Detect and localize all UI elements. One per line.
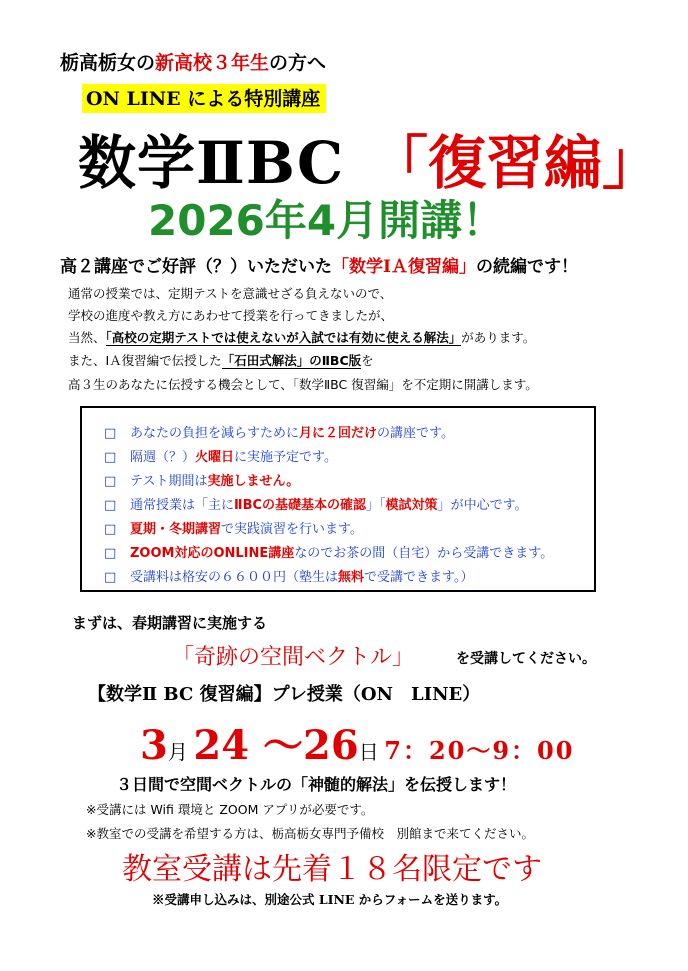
feature-emphasis: 実施しません。 bbox=[207, 474, 300, 489]
schedule-time: 7：20～9：00 bbox=[384, 736, 575, 765]
intro-line-3-prefix: 当然、 bbox=[68, 330, 106, 345]
pre-class-title: 【数学Ⅱ BC 復習編】プレ授業（ON LINE） bbox=[88, 684, 481, 705]
course-subtitle: 「復習編」 bbox=[370, 129, 661, 197]
intro-line-3-emphasis: 「高校の定期テストでは使えないが入試では有効に使える解法」 bbox=[105, 330, 462, 345]
spring-course-tail: を受講してください。 bbox=[456, 651, 596, 667]
opening-date: 2026年4月開講！ bbox=[148, 196, 505, 245]
feature-emphasis: 夏期・冬期講習 bbox=[130, 522, 222, 537]
target-audience-heading bbox=[60, 48, 326, 75]
feature-text: テスト期間は bbox=[130, 474, 208, 489]
feature-emphasis: 模試対策 bbox=[385, 498, 438, 513]
three-days-text: ３日間で空間ベクトルの「神髄的解法」を伝授します！ bbox=[116, 775, 517, 794]
checkbox-icon: □ bbox=[104, 426, 117, 441]
feature-item bbox=[104, 422, 454, 441]
intro-line-4-prefix: また、ⅠＡ復習編で伝授した bbox=[68, 353, 222, 368]
intro-line-3-suffix: があります。 bbox=[461, 330, 536, 345]
schedule-days: 24 ～26 bbox=[193, 722, 359, 769]
checkbox-icon: □ bbox=[104, 570, 117, 585]
checkbox-icon: □ bbox=[104, 498, 117, 513]
feature-text: 」「 bbox=[366, 498, 386, 513]
feature-item bbox=[104, 446, 337, 465]
intro-line-1: 通常の授業では、定期テストを意識せざる負えないので、 bbox=[68, 286, 393, 301]
feature-text: で実践演習を行います。 bbox=[221, 522, 363, 537]
feature-emphasis: ZOOM対応のONLINE講座 bbox=[130, 546, 295, 561]
schedule-month-unit: 月 bbox=[167, 740, 188, 764]
feature-text: あなたの負担を減らすために bbox=[130, 426, 300, 441]
limited-seats-notice: 教室受講は先着１８名限定です bbox=[122, 852, 542, 887]
feature-item bbox=[104, 518, 363, 537]
schedule-month: 3 bbox=[140, 722, 168, 769]
feature-text: 隔週（？） bbox=[130, 450, 196, 465]
intro-line-5: 高３生のあなたに伝授する機会として、「数学ⅡBC 復習編」を不定期に開講します。 bbox=[68, 377, 538, 392]
intro-line-3 bbox=[68, 328, 535, 346]
feature-emphasis: 火曜日 bbox=[195, 450, 235, 465]
feature-text: 通常授業は「主に bbox=[130, 498, 235, 513]
intro-head-course: 「数学ⅠＡ復習編」 bbox=[332, 257, 476, 277]
feature-text: に実施予定です。 bbox=[234, 450, 337, 465]
feature-text: 受講料は格安の６６００円（塾生は bbox=[130, 570, 339, 585]
features-box bbox=[80, 406, 596, 592]
checkbox-icon: □ bbox=[104, 522, 117, 537]
intro-head-suffix: の続編です！ bbox=[475, 257, 578, 277]
online-course-badge: ON LINE による特別講座 bbox=[82, 84, 326, 113]
intro-heading bbox=[60, 252, 578, 277]
course-title: 数学ⅡBC bbox=[78, 129, 345, 197]
spring-course-title: 「奇跡の空間ベクトル」 bbox=[172, 645, 415, 670]
application-note: ※受講申し込みは、別途公式 LINE からフォームを送ります。 bbox=[152, 892, 508, 907]
feature-item bbox=[104, 542, 553, 561]
feature-text: なのでお茶の間（自宅）から受講できます。 bbox=[294, 546, 554, 561]
intro-head-prefix: 高２講座でご好評（？）いただいた bbox=[60, 257, 332, 277]
checkbox-icon: □ bbox=[104, 474, 117, 489]
feature-item bbox=[104, 566, 474, 585]
intro-line-4 bbox=[68, 351, 374, 369]
target-prefix: 栃高栃女の bbox=[60, 52, 156, 74]
feature-text: の講座です。 bbox=[377, 426, 454, 441]
intro-line-4-suffix: を bbox=[361, 353, 374, 368]
intro-line-4-emphasis: 「石田式解法」のⅡBC版 bbox=[221, 353, 362, 368]
requirements-note: ※受講には Wifi 環境と ZOOM アプリが必要です。 bbox=[86, 802, 374, 817]
feature-text: で受講できます。） bbox=[364, 570, 474, 585]
feature-item bbox=[104, 470, 299, 489]
intro-line-2: 学校の進度や教え方にあわせて授業を行ってきましたが、 bbox=[68, 308, 394, 323]
feature-emphasis: ⅡBCの基礎基本の確認 bbox=[234, 498, 367, 513]
schedule bbox=[140, 714, 574, 771]
checkbox-icon: □ bbox=[104, 546, 117, 561]
target-suffix: の方へ bbox=[269, 52, 327, 74]
checkbox-icon: □ bbox=[104, 450, 117, 465]
spring-intro: まずは、春期講習に実施する bbox=[72, 614, 268, 632]
schedule-day-unit: 日 bbox=[358, 740, 379, 764]
feature-emphasis: 無料 bbox=[338, 570, 365, 585]
classroom-note: ※教室での受講を希望する方は、栃高栃女専門予備校 別館まで来てください。 bbox=[86, 826, 534, 841]
feature-text: 」が中心です。 bbox=[437, 498, 528, 513]
feature-emphasis: 月に２回だけ bbox=[299, 426, 378, 441]
target-grade: 新高校３年生 bbox=[155, 52, 270, 74]
feature-item bbox=[104, 494, 528, 513]
